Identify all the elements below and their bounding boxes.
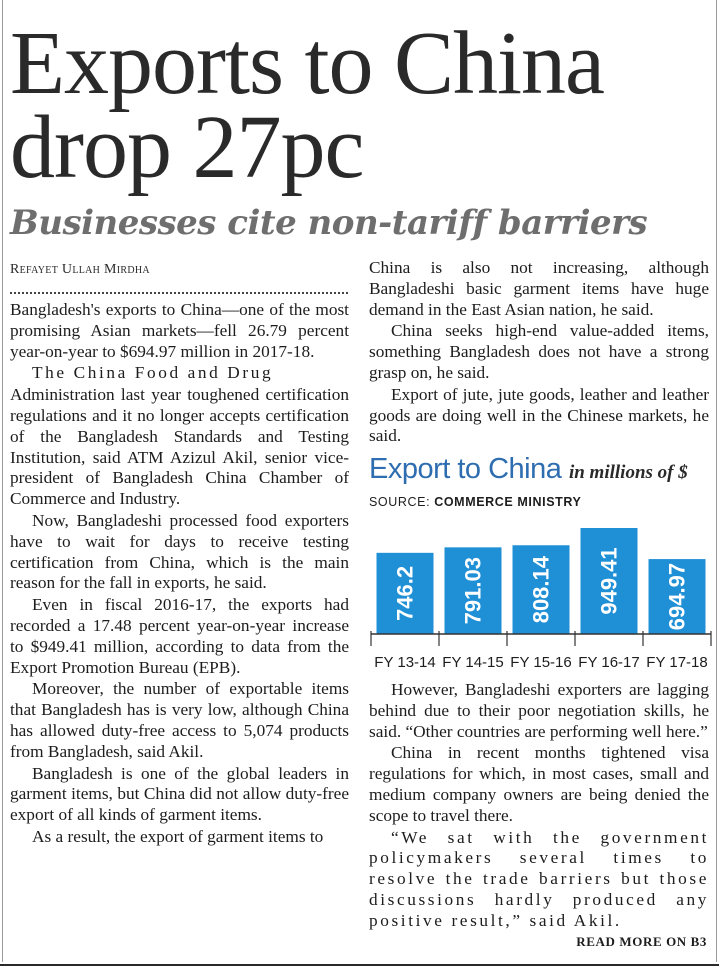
paragraph: As a result, the export of garment items to bbox=[32, 826, 324, 846]
chart-unit-label: in millions of $ bbox=[568, 462, 688, 483]
article-column-2 bbox=[369, 258, 709, 448]
category-label: FY 13-14 bbox=[374, 654, 436, 671]
paragraph: China in recent months tightened visa regulations for which, in most cases, small and medium company owners are being denied the scope to travel there. bbox=[369, 743, 709, 825]
chart-title bbox=[369, 453, 714, 486]
byline-divider bbox=[10, 292, 348, 294]
bar-value-label: 791.03 bbox=[460, 557, 486, 625]
paragraph: Administration last year toughened certification regulations and it no longer accepts certification of the Bangladesh Standards and Testing Institution, said ATM Azizul Akil, senior vice-president of Bangladesh China Chamber of Commerce and Industry. bbox=[10, 385, 349, 509]
category-label: FY 15-16 bbox=[510, 654, 572, 671]
bar-value-label: 808.14 bbox=[528, 555, 554, 624]
source-name: COMMERCE MINISTRY bbox=[434, 495, 582, 509]
subheadline: Businesses cite non-tariff barriers bbox=[10, 203, 648, 243]
paragraph: Moreover, the number of exportable items that Bangladesh has is very low, although China has allowed duty-free access to 5,074 products from Bangladesh, said Akil. bbox=[10, 679, 349, 761]
category-label: FY 14-15 bbox=[442, 654, 504, 671]
paragraph: “We sat with the government policymakers several times to resolve the trade barriers but those discussions hardly produced any positive result,” said Akil. bbox=[369, 827, 709, 930]
bar-value-label: 694.97 bbox=[664, 562, 690, 631]
chart-source bbox=[369, 495, 709, 509]
paragraph: However, Bangladeshi exporters are lagging behind due to their poor negotiation skills, he said. “Other countries are performing well here.” bbox=[369, 680, 709, 741]
category-label: FY 16-17 bbox=[578, 654, 640, 671]
article-column-1 bbox=[10, 300, 349, 849]
headline: Exports to China drop 27pc bbox=[10, 14, 604, 197]
source-label: SOURCE: bbox=[369, 495, 431, 509]
bottom-rule bbox=[0, 964, 719, 966]
byline: Refayet Ullah Mirdha bbox=[10, 262, 150, 277]
right-border bbox=[716, 0, 717, 962]
paragraph: Now, Bangladeshi processed food exporters have to wait for days to receive testing certification from China, which is the main reason for the fall in exports, he said. bbox=[10, 510, 349, 593]
chart-title-text: Export to China bbox=[369, 453, 562, 485]
paragraph: Export of jute, jute goods, leather and leather goods are doing well in the Chinese markets, he said. bbox=[369, 384, 709, 446]
left-border bbox=[2, 0, 3, 962]
bar-value-label: 746.2 bbox=[392, 565, 418, 621]
paragraph: Bangladesh is one of the global leaders in garment items, but China did not allow duty-free export of all kinds of garment items. bbox=[10, 763, 349, 825]
export-bar-chart bbox=[365, 510, 715, 675]
paragraph: Even in fiscal 2016-17, the exports had recorded a 17.48 percent year-on-year increase to $949.41 million, according to data from the Export Promotion Bureau (EPB). bbox=[10, 595, 349, 677]
paragraph: The China Food and Drug bbox=[32, 363, 274, 383]
paragraph: China seeks high-end value-added items, something Bangladesh does not have a strong grasp on, he said. bbox=[369, 321, 709, 382]
category-label: FY 17-18 bbox=[646, 654, 708, 671]
article-column-3 bbox=[369, 680, 709, 933]
paragraph: China is also not increasing, although Bangladeshi basic garment items have huge demand in the East Asian nation, he said. bbox=[369, 258, 709, 319]
paragraph: Bangladesh's exports to China—one of the most promising Asian markets—fell 26.79 percent year-on-year to $694.97 million in 2017-18. bbox=[10, 300, 349, 361]
read-more-link[interactable]: READ MORE ON B3 bbox=[576, 934, 707, 949]
bar-value-label: 949.41 bbox=[596, 547, 622, 615]
